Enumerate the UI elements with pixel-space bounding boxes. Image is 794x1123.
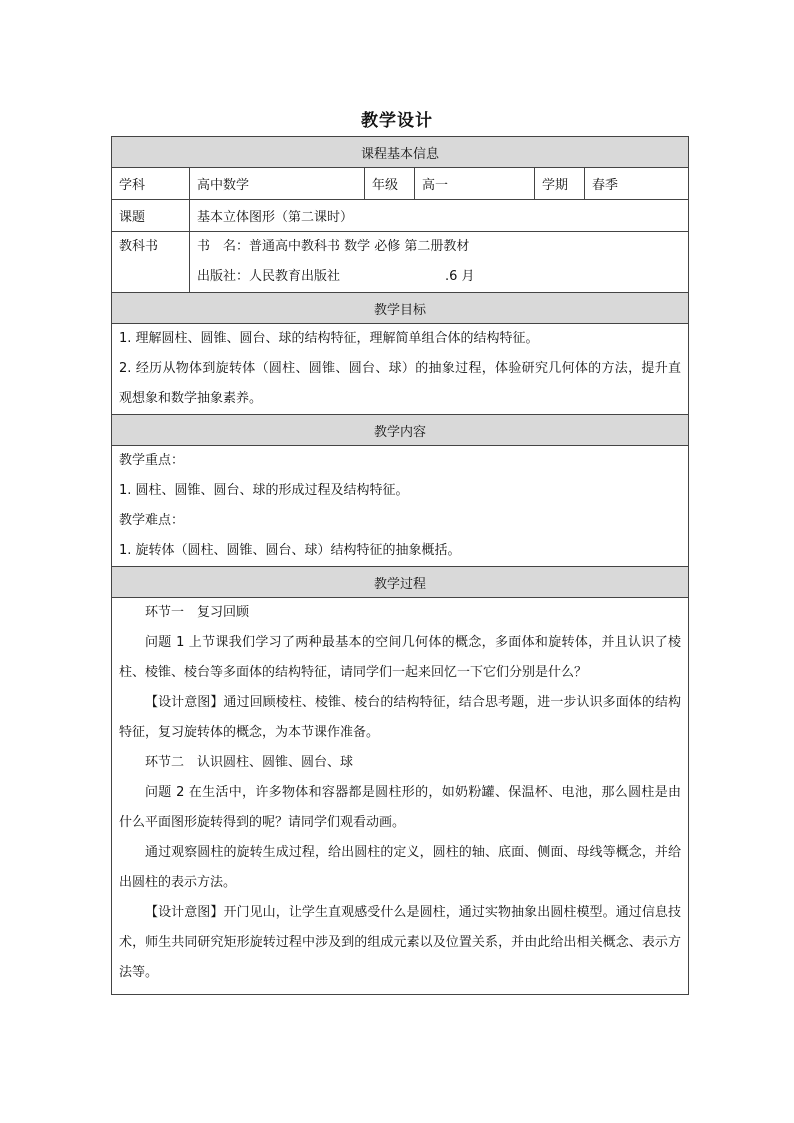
- publisher-text: 出版社：人民教育出版社: [197, 269, 341, 284]
- term-label: 学期: [535, 168, 585, 200]
- lesson-plan-table: [111, 136, 689, 995]
- process-question-2: 问题 2 在生活中，许多物体和容器都是圆柱形的，如奶粉罐、保温杯、电池，那么圆柱是由什么平面图形旋转得到的呢？请同学们观看动画。: [119, 785, 682, 830]
- difficult-point-item: 1. 旋转体（圆柱、圆锥、圆台、球）结构特征的抽象概括。: [119, 543, 461, 558]
- process-header-row: [112, 567, 689, 598]
- key-points-label: 教学重点：: [119, 453, 185, 468]
- basic-info-header-row: [112, 137, 689, 168]
- basic-info-header: 课程基本信息: [112, 137, 689, 168]
- process-question-1: 问题 1 上节课我们学习了两种最基本的空间几何体的概念，多面体和旋转体，并且认识了棱柱、棱锥、棱台等多面体的结构特征，请同学们一起来回忆一下它们分别是什么？: [119, 635, 682, 680]
- key-point-item: 1. 圆柱、圆锥、圆台、球的形成过程及结构特征。: [119, 483, 409, 498]
- grade-label: 年级: [365, 168, 415, 200]
- content-header: 教学内容: [112, 415, 689, 446]
- content-row: [112, 446, 689, 567]
- topic-value: 基本立体图形（第二课时）: [190, 200, 689, 232]
- subject-row: [112, 168, 689, 200]
- process-section-1-heading: 环节一 复习回顾: [145, 605, 250, 620]
- process-design-intent-2: 【设计意图】开门见山，让学生直观感受什么是圆柱，通过实物抽象出圆柱模型。通过信息技术，师生共同研究矩形旋转过程中涉及到的组成元素以及位置关系，并由此给出相关概念、表示方法等。: [119, 905, 682, 980]
- subject-label: 学科: [112, 168, 190, 200]
- subject-value: 高中数学: [190, 168, 365, 200]
- goals-row: [112, 324, 689, 415]
- process-section-2-heading: 环节二 认识圆柱、圆锥、圆台、球: [145, 755, 354, 770]
- topic-label: 课题: [112, 200, 190, 232]
- topic-row: [112, 200, 689, 232]
- goals-header: 教学目标: [112, 293, 689, 324]
- goal-item-1: 1. 理解圆柱、圆锥、圆台、球的结构特征，理解简单组合体的结构特征。: [119, 331, 539, 346]
- process-row: [112, 598, 689, 995]
- process-design-intent-1: 【设计意图】通过回顾棱柱、棱锥、棱台的结构特征，结合思考题，进一步认识多面体的结构特征，复习旋转体的概念，为本节课作准备。: [119, 695, 682, 740]
- goals-header-row: [112, 293, 689, 324]
- document-title: 教学设计: [361, 111, 433, 131]
- content-body: [112, 446, 689, 567]
- textbook-value: [190, 232, 689, 293]
- textbook-label-cell: [112, 232, 190, 293]
- textbook-row: [112, 232, 689, 293]
- term-value: 春季: [585, 168, 689, 200]
- goals-body: [112, 324, 689, 415]
- publish-month: .6 月: [445, 269, 475, 284]
- process-header: 教学过程: [112, 567, 689, 598]
- difficult-points-label: 教学难点：: [119, 513, 185, 528]
- grade-value: 高一: [415, 168, 535, 200]
- textbook-publisher-line: [197, 262, 681, 292]
- textbook-label: 教科书: [119, 239, 159, 254]
- goal-item-2: 2. 经历从物体到旋转体（圆柱、圆锥、圆台、球）的抽象过程，体验研究几何体的方法，提升直观想象和数学抽象素养。: [119, 361, 682, 406]
- content-header-row: [112, 415, 689, 446]
- process-body: [112, 598, 689, 995]
- textbook-book-line: 书 名：普通高中教科书 数学 必修 第二册教材: [197, 239, 470, 254]
- process-observation: 通过观察圆柱的旋转生成过程，给出圆柱的定义，圆柱的轴、底面、侧面、母线等概念，并给出圆柱的表示方法。: [119, 845, 682, 890]
